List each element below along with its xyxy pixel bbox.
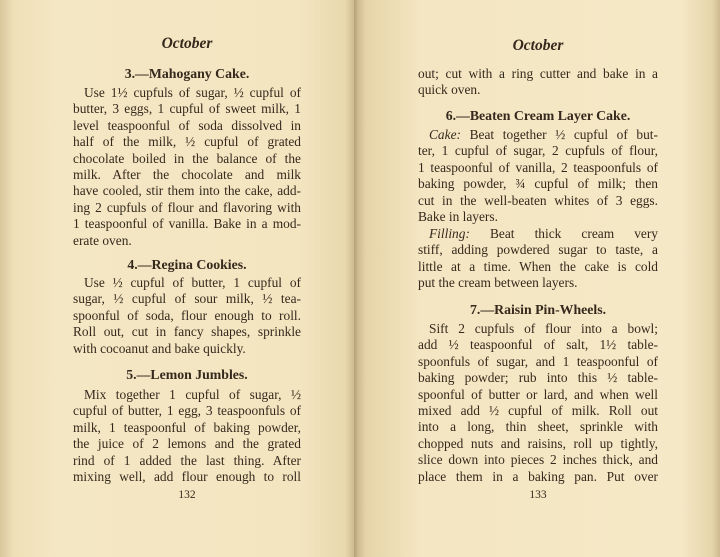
recipe-heading: 6.—Beaten Cream Layer Cake. <box>445 108 631 123</box>
text-line: milk. After the chocolate and milk <box>73 166 301 182</box>
text-line: sugar, ½ cupful of sour milk, ½ tea- <box>73 291 301 307</box>
text-line: ing 2 cupfuls of flour and flavoring with <box>73 199 301 215</box>
recipe-heading: 7.—Raisin Pin-Wheels. <box>469 302 607 317</box>
text-line: Bake in layers. <box>418 208 498 224</box>
running-head: October <box>512 37 564 54</box>
text-line: half of the milk, ½ cupful of grated <box>73 134 301 150</box>
text-line: Sift 2 cupfuls of flour into a bowl; <box>429 321 658 336</box>
text-line: cupful of butter, 1 egg, 3 teaspoonfuls of <box>73 403 301 419</box>
text-line: spoonful of butter or lard, and when well <box>418 386 658 402</box>
recipe-paragraph <box>418 321 658 485</box>
text-line: spoonful of soda, flour enough to roll. <box>73 307 301 323</box>
text-line: baking powder; rub into this ½ table- <box>418 370 658 386</box>
text-line: mixed add ½ cupful of milk. Roll out <box>418 402 658 418</box>
text-line: little at a time. When the cake is cold <box>418 258 658 274</box>
text-line: with cocoanut and bake quickly. <box>73 340 246 356</box>
text-line: cut in the well-beaten whites of 3 eggs. <box>418 192 658 208</box>
text-line: slice down into pieces 2 inches thick, and <box>418 452 658 468</box>
left-page <box>73 0 301 557</box>
text-line: mixing well, add flour enough to roll <box>73 468 301 484</box>
text-line: ter, 1 cupful of sugar, 2 cupfuls of flour, <box>418 143 658 159</box>
paragraph-lead: Filling: <box>429 226 470 241</box>
text-line: quick oven. <box>418 82 481 98</box>
recipe-paragraph <box>418 226 658 292</box>
text-line: milk, 1 teaspoonful of baking powder, <box>73 419 301 435</box>
text-line: out; cut with a ring cutter and bake in a <box>418 66 658 81</box>
page-number: 132 <box>178 489 196 501</box>
recipe-paragraph <box>418 66 658 99</box>
text-line: spoonfuls of sugar, and 1 teaspoonful of <box>418 353 658 369</box>
text-line: erate oven. <box>73 232 132 248</box>
text-line: baking powder, ¾ cupful of milk; then <box>418 176 658 192</box>
recipe-paragraph <box>73 387 301 485</box>
text-line: Use 1½ cupfuls of sugar, ½ cupful of <box>84 85 301 100</box>
text-line: chocolate boiled in the balance of the <box>73 150 301 166</box>
text-line: stiff, adding powdered sugar to taste, a <box>418 242 658 258</box>
text-line: 1 teaspoonful of vanilla. Bake in a mod- <box>73 216 301 232</box>
text-line <box>418 127 658 143</box>
running-head: October <box>161 35 213 52</box>
text-line: put the cream between layers. <box>418 275 578 291</box>
line-text: Beat thick cream very <box>489 226 658 241</box>
text-line: place them in a baking pan. Put over <box>418 468 658 484</box>
text-line: chopped nuts and raisins, roll up tightly, <box>418 435 658 451</box>
text-line: 1 teaspoonful of vanilla, 2 teaspoonfuls of <box>418 159 658 175</box>
line-text: Beat together ½ cupful of but- <box>469 127 658 142</box>
recipe-heading: 3.—Mahogany Cake. <box>124 66 250 81</box>
recipe-heading: 4.—Regina Cookies. <box>127 257 247 272</box>
text-line: Use ½ cupful of butter, 1 cupful of <box>84 275 301 290</box>
recipe-paragraph <box>73 275 301 357</box>
text-line: Roll out, cut in fancy shapes, sprinkle <box>73 324 301 340</box>
text-line: have cooled, stir them into the cake, add- <box>73 183 301 199</box>
page-number: 133 <box>529 489 547 501</box>
text-line: butter, 3 eggs, 1 cupful of sweet milk, 1 <box>73 101 301 117</box>
book-gutter <box>354 0 357 557</box>
text-line: level teaspoonful of soda dissolved in <box>73 117 301 133</box>
recipe-heading: 5.—Lemon Jumbles. <box>126 367 248 382</box>
text-line: add ½ teaspoonful of salt, 1½ table- <box>418 337 658 353</box>
text-line: into a long, thin sheet, sprinkle with <box>418 419 658 435</box>
right-page <box>418 0 658 557</box>
text-line: the juice of 2 lemons and the grated <box>73 436 301 452</box>
recipe-paragraph <box>418 127 658 225</box>
text-line <box>418 226 658 242</box>
text-line: rind of 1 added the last thing. After <box>73 452 301 468</box>
paragraph-lead: Cake: <box>429 127 461 142</box>
text-line: Mix together 1 cupful of sugar, ½ <box>84 387 301 402</box>
recipe-paragraph <box>73 85 301 249</box>
